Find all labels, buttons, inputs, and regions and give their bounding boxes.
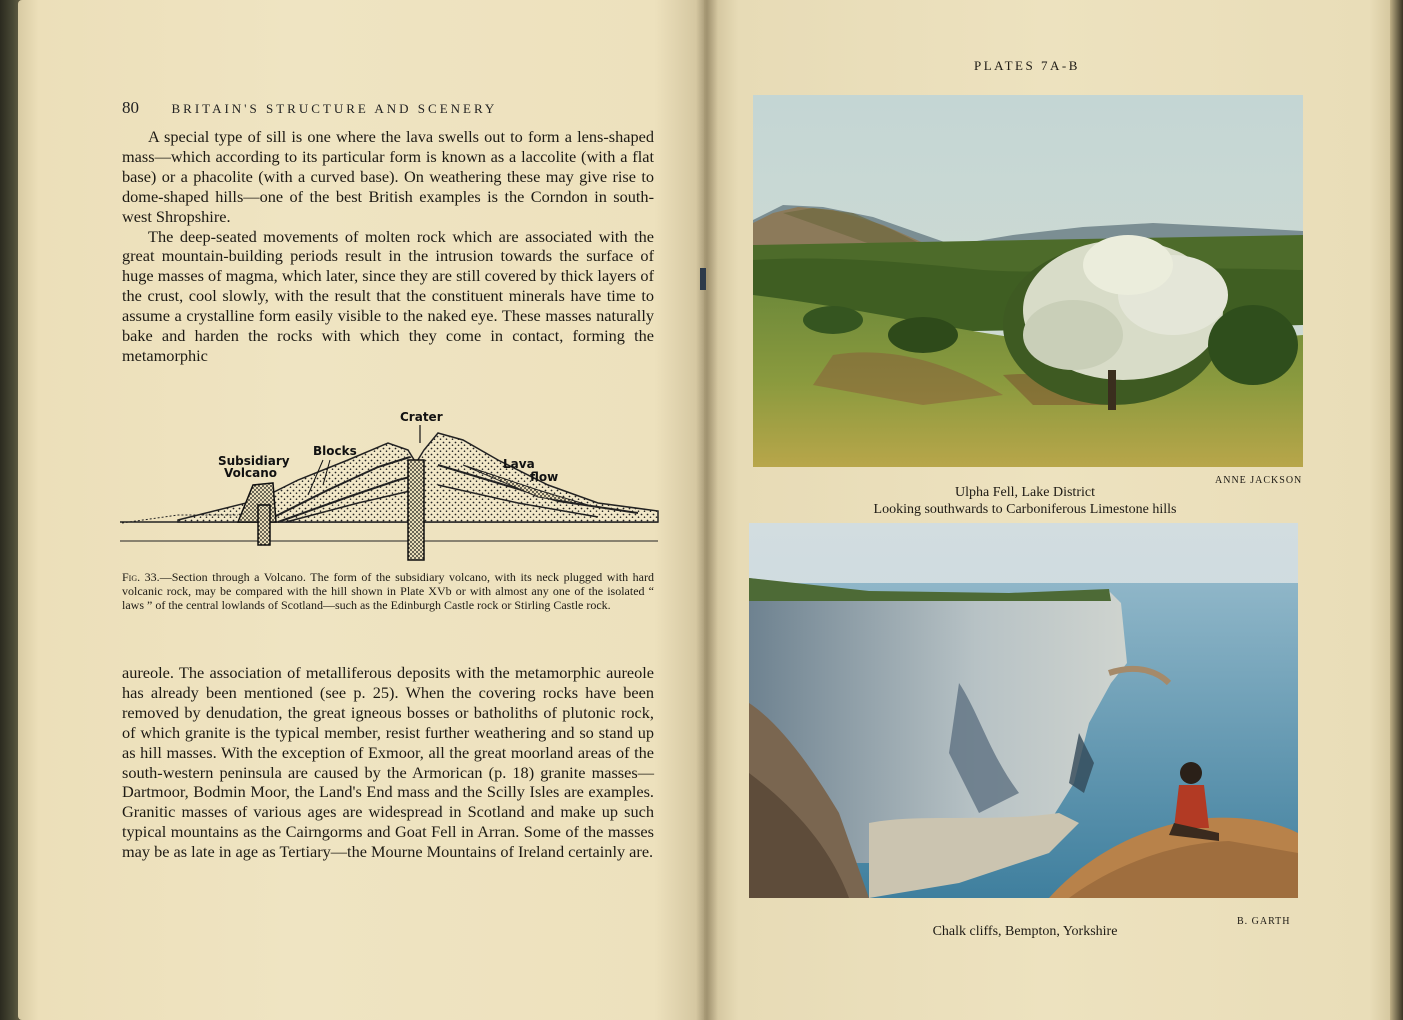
main-volcano-neck [408, 460, 424, 560]
book-gutter [696, 0, 718, 1020]
book-cover-edge-right [1389, 0, 1403, 1020]
left-running-head [122, 98, 662, 118]
plate-7a-credit: ANNE JACKSON [1215, 475, 1303, 486]
spine-mark [700, 268, 706, 290]
plate-7a-title: Ulpha Fell, Lake District [955, 485, 1095, 500]
plate-7b-caption: Chalk cliffs, Bempton, Yorkshire [932, 924, 1118, 939]
label-subsidiary: Subsidiary [218, 454, 290, 468]
plates-header: PLATES 7A-B [974, 58, 1080, 73]
paragraph-aureole: aureole. The association of metalliferous deposits with the metamorphic aureole has already been mentioned (see p. 25). When the covering rocks have been removed by denudation, the great igneous bosses or batholiths of plutonic rock, of which granite is the typical member, resist further weathering and so stand up as hill masses. With the exception of Exmoor, all the great moorland areas of the south-western peninsula are caused by the Armorican (p. 18) granite masses—Dartmoor, Bodmin Moor, the Land's End mass and the Scilly Isles are examples. Granitic masses of various ages are widespread in Scotland and make up such typical mountains as the Cairngorms and Goat Fell in Arran. Some of the masses may be as late in age as Tertiary—the Mourne Mountains of Ireland certainly are. [122, 663, 654, 862]
label-volcano: Volcano [224, 466, 277, 480]
paragraph-magma: The deep-seated movements of molten rock which are associated with the great mountain-building periods result in the intrusion towards the surface of huge masses of magma, which later, since they are still covered by thick layers of the crust, cool slowly, with the result that the constituent minerals have time to assume a crystalline form easily visible to the naked eye. These masses naturally bake and harden the rocks with which they come in contact, forming the metamorphic [122, 226, 654, 365]
plate-photo-ulpha-fell [753, 95, 1303, 467]
volcano-section-diagram [118, 405, 662, 565]
page-number: 80 [122, 98, 139, 117]
figure-caption-label: Fig. 33. [122, 570, 160, 584]
body-text-top [122, 127, 654, 366]
plate-7a-subtitle: Looking southwards to Carboniferous Limestone hills [873, 502, 1177, 517]
label-crater: Crater [400, 410, 443, 424]
figure-caption-text: —Section through a Volcano. The form of the subsidiary volcano, with its neck plugged with hard volcanic rock, may be compared with the hill shown in Plate XVb or with almost any one of the isolated “ laws ” of the central lowlands of Scotland—such as the Edinburgh Castle rock or Stirling Castle rock. [122, 570, 654, 612]
plate-7a-caption [830, 484, 1220, 518]
label-flow: flow [530, 470, 559, 484]
plate-photo-chalk-cliffs [749, 523, 1298, 898]
figure-caption [122, 570, 654, 612]
plate-7b-credit: B. GARTH [1237, 916, 1291, 927]
paragraph-laccolite: A special type of sill is one where the lava swells out to form a lens-shaped mass—which according to its particular form is known as a laccolite (with a flat base) or a phacolite (with a curved base). On weathering these may give rise to dome-shaped hills—one of the best British examples is the Corndon in south-west Shropshire. [122, 127, 654, 226]
label-lava: Lava [503, 457, 535, 471]
label-blocks: Blocks [313, 444, 357, 458]
body-text-bottom [122, 663, 654, 862]
running-title: BRITAIN'S STRUCTURE AND SCENERY [171, 101, 498, 116]
subsidiary-volcano-neck [258, 505, 270, 545]
